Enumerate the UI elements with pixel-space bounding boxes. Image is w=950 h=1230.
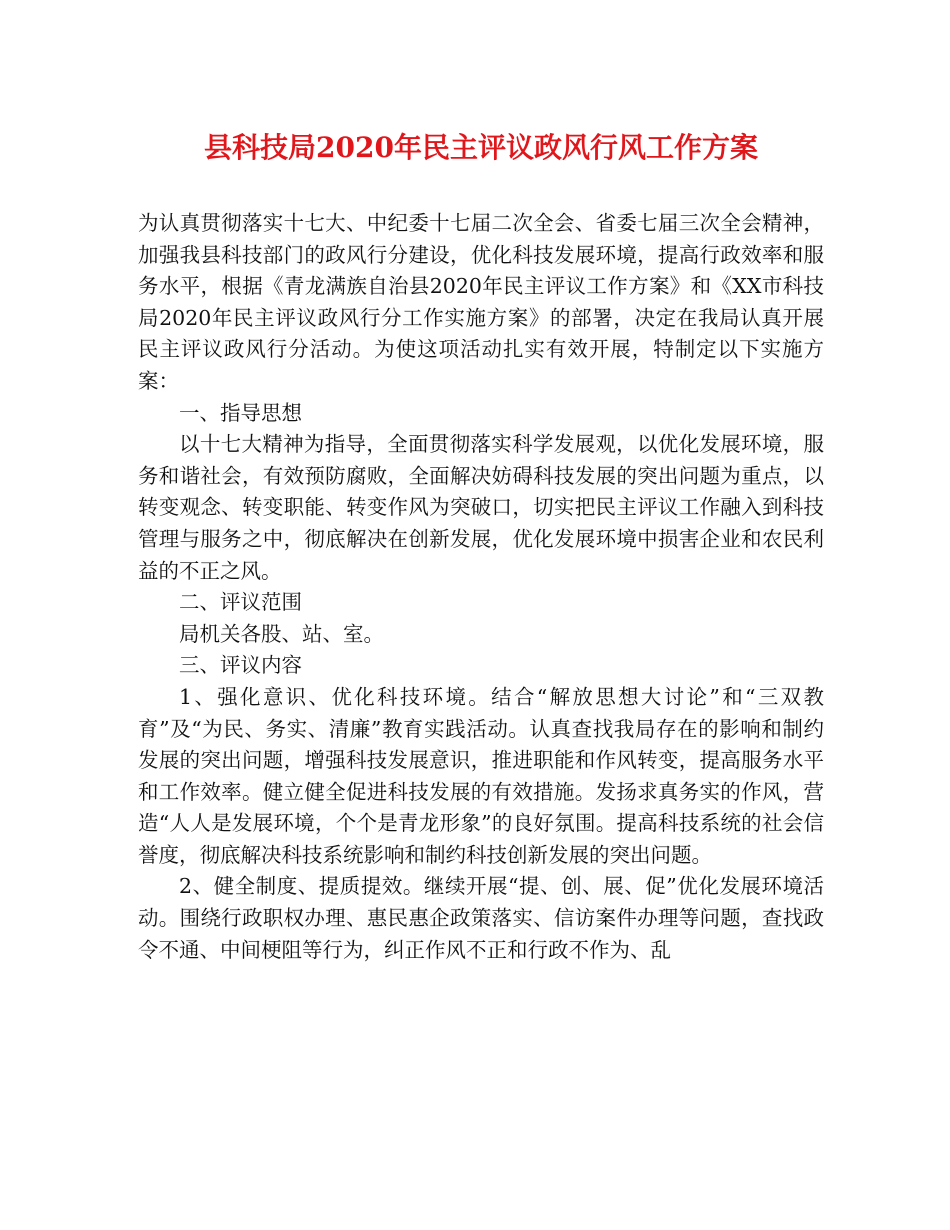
section-heading-content: 三、评议内容 (179, 653, 302, 678)
paragraph-content-item-2: 2、健全制度、提质提效。继续开展“提、创、展、促”优化发展环境活动。围绕行政职权办理、惠民惠企政策落实、信访案件办理等问题，查找政令不通、中间梗阻等行为，纠正作风不正和行政不作为、乱 (138, 874, 824, 962)
document-page (138, 128, 824, 966)
section-heading-scope: 二、评议范围 (179, 590, 302, 615)
paragraph-scope: 局机关各股、站、室。 (179, 621, 384, 646)
paragraph-intro: 为认真贯彻落实十七大、中纪委十七届二次全会、省委七届三次全会精神，加强我县科技部门的政风行分建设，优化科技发展环境，提高行政效率和服务水平，根据《青龙满族自治县2020年民主评议工作方案》和《XX市科技局2020年民主评议政风行分工作实施方案》的部署，决定在我局认真开展民主评议政风行分活动。为使这项活动扎实有效开展，特制定以下实施方案： (138, 211, 824, 393)
section-heading-guiding-thought: 一、指导思想 (179, 400, 302, 425)
paragraph-content-item-1: 1、强化意识、优化科技环境。结合“解放思想大讨论”和“三双教育”及“为民、务实、清廉”教育实践活动。认真查找我局存在的影响和制约发展的突出问题，增强科技发展意识，推进职能和作风转变，提高服务水平和工作效率。健立健全促进科技发展的有效措施。发扬求真务实的作风，营造“人人是发展环境，个个是青龙形象”的良好氛围。提高科技系统的社会信誉度，彻底解决科技系统影响和制约科技创新发展的突出问题。 (138, 684, 824, 867)
paragraph-guiding-thought: 以十七大精神为指导，全面贯彻落实科学发展观，以优化发展环境，服务和谐社会，有效预防腐败，全面解决妨碍科技发展的突出问题为重点，以转变观念、转变职能、转变作风为突破口，切实把民主评议工作融入到科技管理与服务之中，彻底解决在创新发展，优化发展环境中损害企业和农民利益的不正之风。 (138, 432, 824, 583)
document-title: 县科技局2020年民主评议政风行风工作方案 (204, 131, 758, 164)
document-body (138, 208, 824, 966)
